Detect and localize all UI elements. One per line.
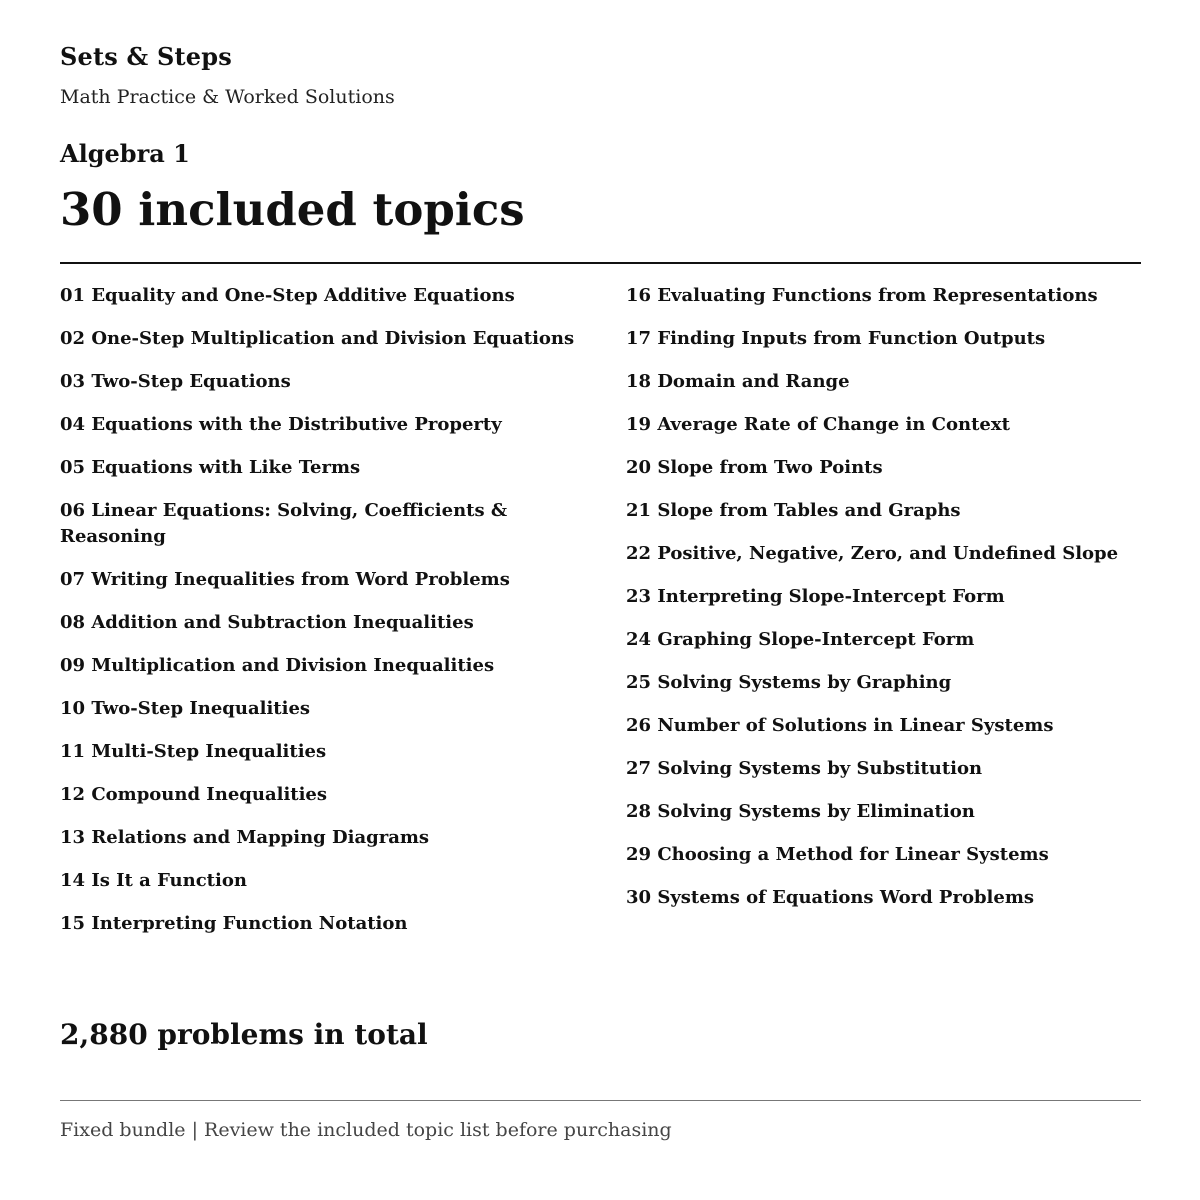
topic-item: 22 Positive, Negative, Zero, and Undefined Slope (626, 543, 1119, 564)
topic-item: 11 Multi-Step Inequalities (60, 741, 327, 762)
topic-item: 25 Solving Systems by Graphing (626, 672, 952, 693)
topic-item: 29 Choosing a Method for Linear Systems (626, 844, 1049, 865)
top-divider (60, 262, 1141, 264)
topic-item: 18 Domain and Range (626, 371, 850, 392)
topic-item: 26 Number of Solutions in Linear Systems (626, 715, 1054, 736)
product-sheet (60, 0, 1141, 1200)
topic-item: 01 Equality and One-Step Additive Equations (60, 285, 515, 306)
topic-item: 03 Two-Step Equations (60, 371, 291, 392)
course-subject: Algebra 1 (60, 139, 190, 168)
topic-item: 09 Multiplication and Division Inequalities (60, 655, 495, 676)
topic-item: 30 Systems of Equations Word Problems (626, 887, 1035, 908)
problem-total: 2,880 problems in total (60, 1018, 428, 1051)
brand-name: Sets & Steps (60, 42, 232, 71)
topic-item: 20 Slope from Two Points (626, 457, 883, 478)
page-title: 30 included topics (60, 183, 525, 236)
topic-item: 21 Slope from Tables and Graphs (626, 500, 961, 521)
topic-item: 19 Average Rate of Change in Context (626, 414, 1010, 435)
footer-divider (60, 1100, 1141, 1101)
topic-item: 14 Is It a Function (60, 870, 247, 891)
topic-list (60, 283, 1141, 954)
topic-item: 23 Interpreting Slope-Intercept Form (626, 586, 1005, 607)
topic-item: 05 Equations with Like Terms (60, 457, 361, 478)
topic-item: 08 Addition and Subtraction Inequalities (60, 612, 474, 633)
topic-item: 02 One-Step Multiplication and Division Equations (60, 328, 575, 349)
topic-column-right (626, 283, 1141, 954)
topic-item: 17 Finding Inputs from Function Outputs (626, 328, 1046, 349)
topic-item: 16 Evaluating Functions from Representations (626, 285, 1098, 306)
topic-item: 28 Solving Systems by Elimination (626, 801, 975, 822)
topic-item: 12 Compound Inequalities (60, 784, 328, 805)
topic-item: 27 Solving Systems by Substitution (626, 758, 983, 779)
topic-item: 24 Graphing Slope-Intercept Form (626, 629, 975, 650)
topic-item: 15 Interpreting Function Notation (60, 913, 408, 934)
topic-column-left (60, 283, 600, 954)
topic-item: 06 Linear Equations: Solving, Coefficients & Reasoning (60, 500, 508, 547)
topic-item: 07 Writing Inequalities from Word Problems (60, 569, 510, 590)
topic-item: 13 Relations and Mapping Diagrams (60, 827, 430, 848)
topic-item: 10 Two-Step Inequalities (60, 698, 311, 719)
brand-tagline: Math Practice & Worked Solutions (60, 86, 395, 108)
topic-item: 04 Equations with the Distributive Property (60, 414, 502, 435)
footer-note: Fixed bundle | Review the included topic list before purchasing (60, 1119, 672, 1141)
